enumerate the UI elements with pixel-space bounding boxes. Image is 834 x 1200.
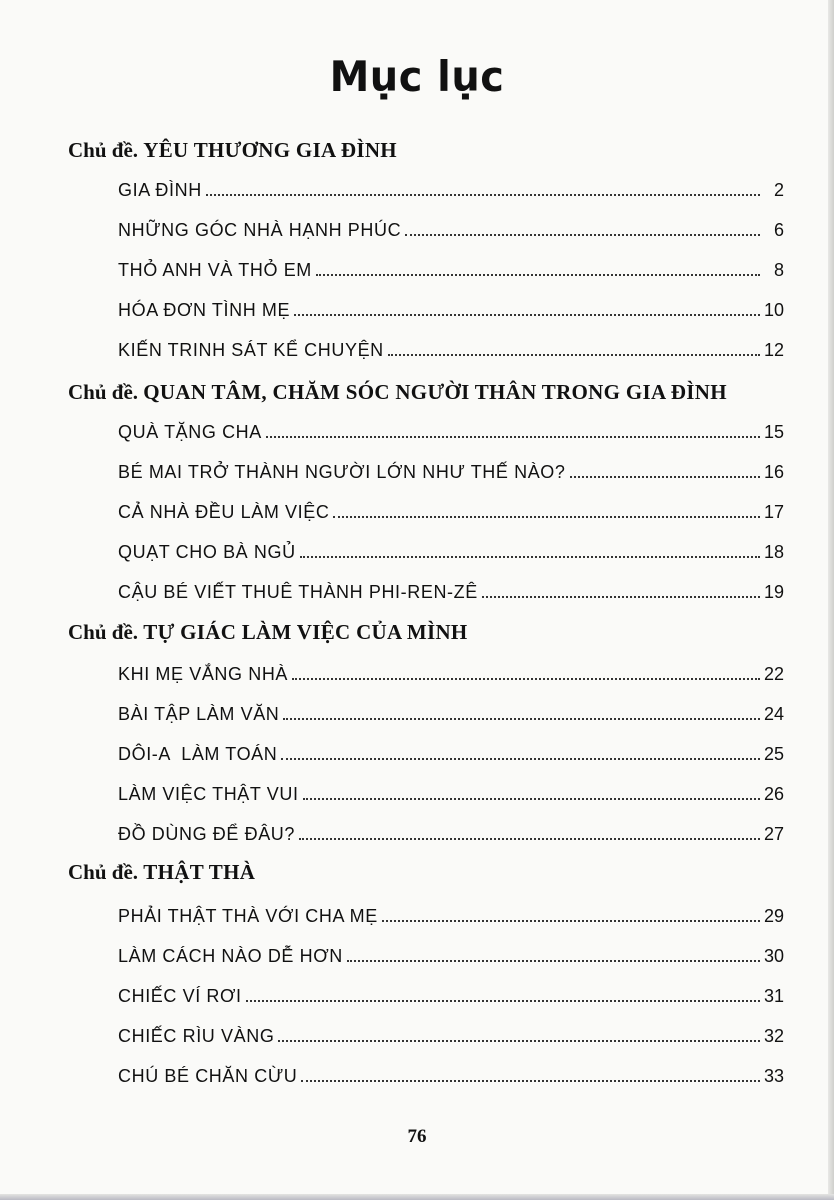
- entry-page: 27: [763, 824, 784, 844]
- topic-heading: [68, 860, 255, 885]
- entry-title: LÀM CÁCH NÀO DỄ HƠN: [118, 946, 343, 966]
- dot-leader: [388, 350, 760, 356]
- dot-leader: [301, 1076, 760, 1082]
- toc-entry[interactable]: [118, 1026, 784, 1047]
- entry-page: 12: [763, 340, 784, 360]
- toc-entry[interactable]: [118, 744, 784, 765]
- page-bottom-edge: [0, 1194, 834, 1200]
- entry-title: DÔI-A LÀM TOÁN: [118, 744, 278, 764]
- topic-prefix: Chủ đề.: [68, 380, 139, 404]
- dot-leader: [333, 512, 760, 518]
- entry-page: 18: [763, 542, 784, 562]
- entry-title: LÀM VIỆC THẬT VUI: [118, 784, 299, 804]
- entry-page: 30: [763, 946, 784, 966]
- entry-page: 25: [763, 744, 784, 764]
- entry-page: 16: [763, 462, 784, 482]
- topic-name: YÊU THƯƠNG GIA ĐÌNH: [143, 138, 397, 162]
- page-edge: [828, 0, 834, 1200]
- entry-title: BÉ MAI TRỞ THÀNH NGƯỜI LỚN NHƯ THẾ NÀO?: [118, 462, 566, 482]
- entry-title: CHIẾC RÌU VÀNG: [118, 1026, 275, 1046]
- entry-title: QUÀ TẶNG CHA: [118, 422, 262, 442]
- entry-title: CHÚ BÉ CHĂN CỪU: [118, 1066, 298, 1086]
- entry-title: KIẾN TRINH SÁT KỂ CHUYỆN: [118, 340, 384, 360]
- entry-page: 22: [763, 664, 784, 684]
- entry-title: CẢ NHÀ ĐỀU LÀM VIỆC: [118, 502, 330, 522]
- entry-page: 26: [763, 784, 784, 804]
- dot-leader: [281, 754, 760, 760]
- entry-title: CHIẾC VÍ RƠI: [118, 986, 242, 1006]
- toc-entry[interactable]: [118, 462, 784, 483]
- entry-title: CẬU BÉ VIẾT THUÊ THÀNH PHI-REN-ZÊ: [118, 582, 478, 602]
- entry-page: 15: [763, 422, 784, 442]
- dot-leader: [266, 432, 760, 438]
- toc-entry[interactable]: [118, 1066, 784, 1087]
- entry-page: 29: [763, 906, 784, 926]
- entry-title: QUẠT CHO BÀ NGỦ: [118, 542, 296, 562]
- toc-entry[interactable]: [118, 824, 784, 845]
- topic-prefix: Chủ đề.: [68, 620, 139, 644]
- entry-page: 2: [773, 180, 784, 200]
- topic-prefix: Chủ đề.: [68, 138, 139, 162]
- entry-page: 33: [763, 1066, 784, 1086]
- topic-name: QUAN TÂM, CHĂM SÓC NGƯỜI THÂN TRONG GIA ĐÌNH: [143, 380, 727, 404]
- entry-page: 31: [763, 986, 784, 1006]
- dot-leader: [299, 834, 760, 840]
- toc-entry[interactable]: [118, 784, 784, 805]
- topic-name: THẬT THÀ: [143, 860, 256, 884]
- toc-entry[interactable]: [118, 906, 784, 927]
- topic-name: TỰ GIÁC LÀM VIỆC CỦA MÌNH: [143, 620, 468, 644]
- toc-entry[interactable]: [118, 300, 784, 321]
- dot-leader: [294, 310, 760, 316]
- dot-leader: [570, 472, 760, 478]
- dot-leader: [278, 1036, 760, 1042]
- entry-title: ĐỒ DÙNG ĐỂ ĐÂU?: [118, 824, 296, 844]
- entry-title: THỎ ANH VÀ THỎ EM: [118, 260, 312, 280]
- entry-page: 17: [763, 502, 784, 522]
- entry-title: BÀI TẬP LÀM VĂN: [118, 704, 280, 724]
- entry-page: 32: [763, 1026, 784, 1046]
- toc-entry[interactable]: [118, 340, 784, 361]
- entry-title: HÓA ĐƠN TÌNH MẸ: [118, 300, 291, 320]
- entry-page: 24: [763, 704, 784, 724]
- toc-entry[interactable]: [118, 986, 784, 1007]
- topic-heading: [68, 138, 397, 163]
- toc-entry[interactable]: [118, 180, 784, 201]
- entry-page: 10: [763, 300, 784, 320]
- entry-page: 19: [763, 582, 784, 602]
- page-number: 76: [407, 1126, 427, 1147]
- entry-title: KHI MẸ VẮNG NHÀ: [118, 664, 289, 684]
- entry-page: 8: [773, 260, 784, 280]
- dot-leader: [292, 674, 760, 680]
- toc-entry[interactable]: [118, 704, 784, 725]
- page-title: Mục lục: [329, 52, 505, 101]
- dot-leader: [246, 996, 760, 1002]
- dot-leader: [300, 552, 760, 558]
- dot-leader: [303, 794, 760, 800]
- toc-entry[interactable]: [118, 582, 784, 603]
- dot-leader: [482, 592, 760, 598]
- entry-title: PHẢI THẬT THÀ VỚI CHA MẸ: [118, 906, 378, 926]
- entry-title: GIA ĐÌNH: [118, 180, 202, 200]
- dot-leader: [382, 916, 760, 922]
- toc-entry[interactable]: [118, 664, 784, 685]
- dot-leader: [347, 956, 760, 962]
- dot-leader: [283, 714, 760, 720]
- topic-prefix: Chủ đề.: [68, 860, 139, 884]
- entry-page: 6: [773, 220, 784, 240]
- toc-entry[interactable]: [118, 542, 784, 563]
- toc-entry[interactable]: [118, 220, 784, 241]
- entry-title: NHỮNG GÓC NHÀ HẠNH PHÚC: [118, 220, 402, 240]
- dot-leader: [206, 190, 760, 196]
- dot-leader: [405, 230, 760, 236]
- toc-entry[interactable]: [118, 260, 784, 281]
- topic-heading: [68, 620, 468, 645]
- dot-leader: [316, 270, 760, 276]
- topic-heading: [68, 380, 727, 405]
- toc-entry[interactable]: [118, 422, 784, 443]
- toc-entry[interactable]: [118, 502, 784, 523]
- toc-entry[interactable]: [118, 946, 784, 967]
